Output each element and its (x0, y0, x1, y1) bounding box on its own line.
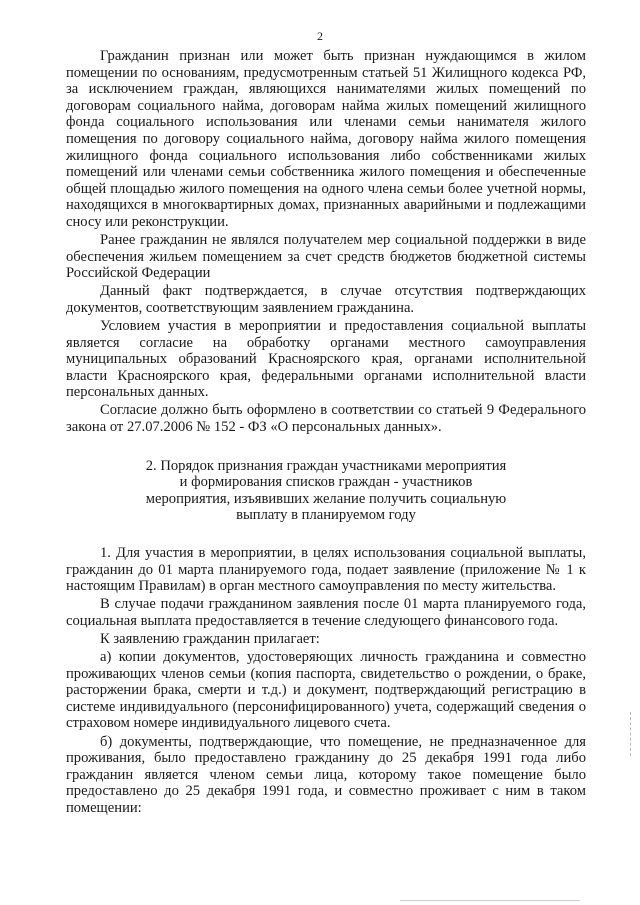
paragraph-application: 1. Для участия в мероприятии, в целях использования социальной выплаты, гражданин до 01 марта планируемого года, подает заявление (приложение № 1 к настоящим Правилам) в орган местного самоуправления по месту жительства. (66, 545, 586, 595)
section-heading (66, 458, 586, 524)
section-heading-line: выплату в планируемом году (236, 507, 416, 524)
section-heading-line: мероприятия, изъявивших желание получить социальную (145, 490, 507, 507)
section-heading-line: 2. Порядок признания граждан участниками мероприятия (145, 457, 507, 474)
document-body (66, 48, 586, 818)
scan-edge-mark (630, 712, 632, 756)
section-heading-line: и формирования списков граждан - участников (179, 474, 473, 491)
paragraph-consent-condition: Условием участия в мероприятии и предоставления социальной выплаты является согласие на обработку органами местного самоуправления муниципальных образований Красноярского края, органами исполнительной власти Красноярского края, федеральными органами исполнительной власти персональных данных. (66, 318, 586, 401)
paragraph-attachments-intro: К заявлению гражданин прилагает: (100, 631, 320, 647)
paragraph-no-prior-support: Ранее гражданин не являлся получателем мер социальной поддержки в виде обеспечения жильем помещением за счет средств бюджетов бюджетной системы Российской Федерации (66, 232, 586, 282)
scan-bottom-mark (400, 900, 580, 901)
paragraph-confirmation: Данный факт подтверждается, в случае отсутствия подтверждающих документов, соответствующим заявлением гражданина. (66, 283, 586, 316)
paragraph-attachment-a: а) копии документов, удостоверяющих личность гражданина и совместно проживающих членов семьи (копия паспорта, свидетельство о рождении, о браке, расторжении брака, смерти и т.д.) и документ, подтверждающий регистрацию в системе индивидуального (персонифицированного) учета, содержащий сведения о страховом номере индивидуального лицевого счета. (66, 649, 586, 732)
page-number: 2 (317, 29, 323, 43)
paragraph-consent-form: Согласие должно быть оформлено в соответствии со статьей 9 Федерального закона от 27.07.2006 № 152 - ФЗ «О персональных данных». (66, 402, 586, 436)
paragraph-attachment-b: б) документы, подтверждающие, что помещение, не предназначенное для проживания, было предоставлено гражданину до 25 декабря 1991 года либо гражданин является членом семьи лица, которому такое помещение было предоставлено до 25 декабря 1991 года, и совместно проживает с ним в таком помещении: (66, 733, 586, 816)
paragraph-late-application: В случае подачи гражданином заявления после 01 марта планируемого года, социальная выплата предоставляется в течение следующего финансового года. (66, 596, 586, 629)
paragraph-housing-need: Гражданин признан или может быть признан нуждающимся в жилом помещении по основаниям, предусмотренным статьей 51 Жилищного кодекса РФ, за исключением граждан, являющихся нанимателями жилых помещений по договорам социального найма, договорам найма жилых помещений жилищного фонда социального использования или членами семьи нанимателя жилого помещения по договору социального найма, договору найма жилого помещения жилищного фонда социального использования либо собственниками жилых помещений или членами семьи собственника жилого помещения и обеспеченные общей площадью жилого помещения на одного члена семьи более учетной нормы, находящихся в многоквартирных домах, признанных аварийными и подлежащими сносу или реконструкции. (66, 48, 586, 230)
